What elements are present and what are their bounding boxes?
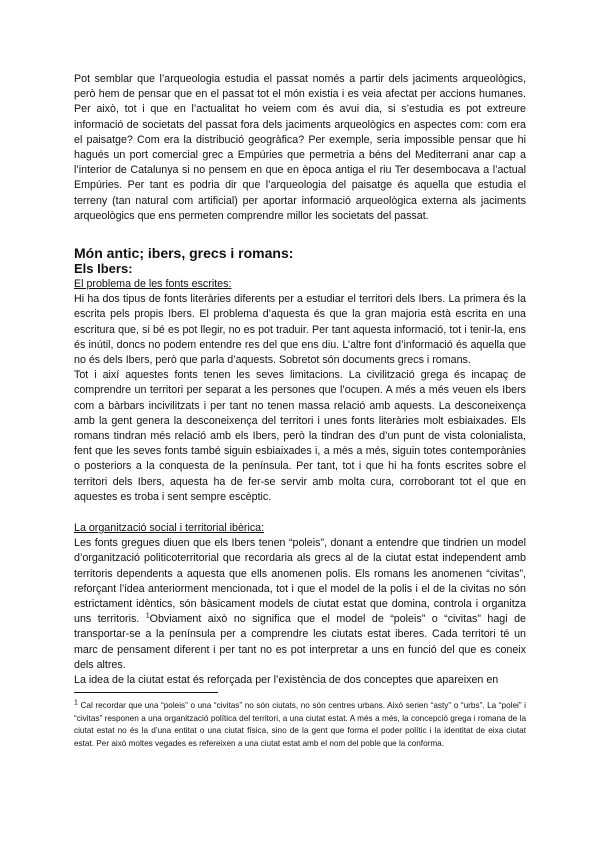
- footnote-reference[interactable]: 1: [145, 612, 150, 620]
- paragraph: Hi ha dos tipus de fonts literàries diferents per a estudiar el territori dels Ibers. La primera és la escrita pels propis Ibers. El problema d’aquesta és que la gran majoria està escrita en una escritura que, si bé es pot llegir, no es pot traduir. Per tant aquesta informació, tot i tenir-la, ens és inútil, doncs no podem entendre res del que ens diu. L’altre font d’informació és aquella que no és dels Ibers, però que parla d’aquests. Sobretot són documents grecs i romans.: [74, 293, 526, 367]
- paragraph: La idea de la ciutat estat és reforçada per l’existència de dos conceptes que apareixen en: [74, 674, 499, 687]
- footnote-text: Cal recordar que una “poleis” o una “civitas” no són ciutats, no són centres urbans. Això serien “asty” o “urbs”. La “polei” i “civitas” responen a una organització política del territori, a una ciutat estat. A més a més, la concepció grega i romana de la ciutat estat no és la d’una entitat o una ciutat física, sino de la gent que forma el poder polític i la identitat de eixa ciutat estat. Per això moltes vegades es refereixen a una ciutat estat amb el nom del poble que la conforma.: [74, 701, 526, 748]
- paragraph: [74, 536, 526, 673]
- subsection-title: El problema de les fonts escrites:: [74, 278, 232, 290]
- paragraph-text: Obviament això no significa que el model de “poleis” o “civitas” hagi de transportar-se a la península per a comprendre les ciutats estat iberes. Cada territori té un marc de pensament diferent i per tant no es pot interpretar a uns en funció del que es coneix dels altres.: [74, 613, 526, 671]
- section-fonts-escrites: [74, 277, 526, 505]
- footnote-separator: [74, 692, 218, 693]
- subsection-heading: Els Ibers:: [74, 261, 133, 276]
- footnote: [74, 700, 526, 750]
- footnote-number: 1: [74, 699, 78, 707]
- paragraph: Tot i així aquestes fonts tenen les seves limitacions. La civilització grega és incapaç de comprendre un territori per separat a les persones que l’ocupen. A més a més veuen els Ibers com a bàrbars incivilitzats i per tant no tenen massa relació amb aquests. La desconeixença amb la gent genera la desconeixença del territori i unes fonts literàries molt esbiaixades. Els romans tindran més relació amb els Ibers, però la tindran des d’un punt de vista colonialista, fent que les seves fonts també siguin esbiaixades i, a més a més, siguin totes contemporànies o posteriors a la conquesta de la península. Per tant, tot i que hi ha fonts escrites sobre el territori dels Ibers, aquesta ha de fer-se servir amb molta cura, corroborant tot el que en aquestes es troba i sent sempre escèptic.: [74, 369, 526, 503]
- subsection-title: La organització social i territorial ibèrica:: [74, 522, 265, 534]
- section-heading: Món antic; ibers, grecs i romans:: [74, 245, 294, 261]
- section-organitzacio: [74, 521, 526, 688]
- intro-paragraph: Pot semblar que l’arqueologia estudia el passat només a partir dels jaciments arqueològics, però hem de pensar que en el passat tot el món existia i es veia afectat per accions humanes. Per això, tot i que en l’actualitat ho veiem com és avui dia, si s’estudia es pot extreure informació de societats del passat fora dels jaciments arqueològics en aspectes com: com era el paisatge? Com era la distribució geogràfica? Per exemple, seria impossible pensar que hi hagués un port comercial grec a Empúries que permetria a béns del Mediterrani anar cap a l’interior de Catalunya si no pensem en que en època antiga el riu Ter desembocava a l’actual Empúries. Per tant es podria dir que l’arqueologia del paisatge és aquella que estudia el terreny (tan natural com artificial) per aportar informació arqueològica externa als jaciments arqueològics que ens permeten comprendre millor les societats del passat.: [74, 73, 526, 222]
- paragraph-text: Les fonts gregues diuen que els Ibers tenen “poleis”, donant a entendre que tindrien un model d’organització politicoterritorial que recordaria als grecs al de la ciutat estat independent amb territoris dependents a aquesta que ells anomenen polis. Els romans les anomenen “civitas”, reforçant l’idea anteriorment mencionada, tot i que el model de la polis i el de la civitas no són estrictament idèntics, són bàsicament models de ciutat estat que domina, controla i organitza uns territoris.: [74, 537, 526, 626]
